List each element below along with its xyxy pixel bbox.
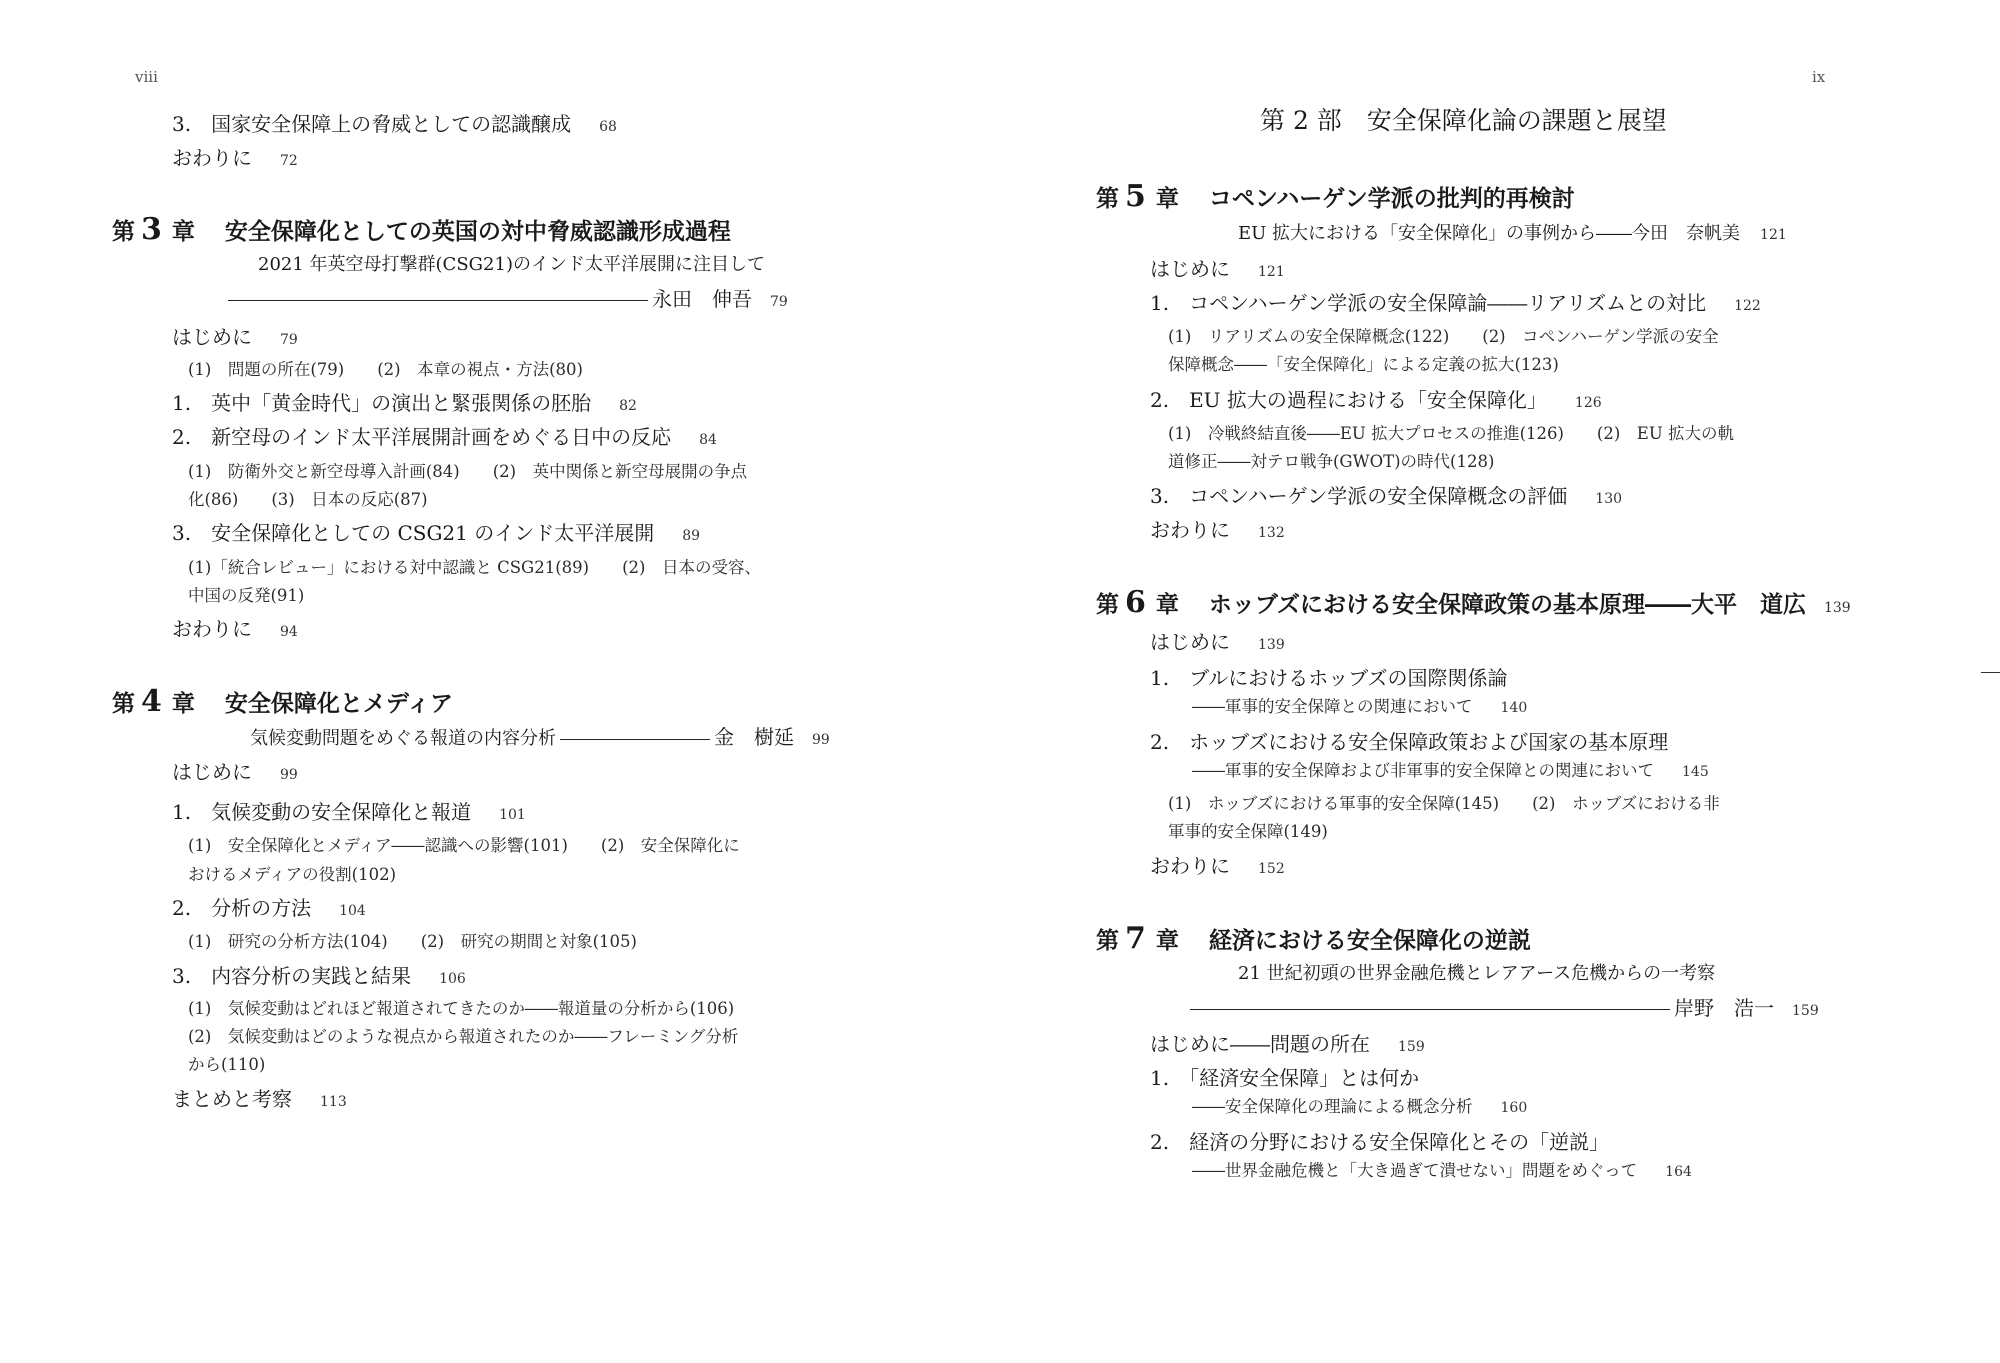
toc-entry: 2. 経済の分野における安全保障化とその「逆説」 [1150,1130,1610,1154]
chapter-subtitle: 気候変動問題をめぐる報道の内容分析 金 樹延 99 [250,725,830,749]
page-edge-mark [1981,672,2000,673]
toc-subentry: 中国の反発(91) [188,586,305,605]
toc-subentry: 軍事的安全保障(149) [1168,822,1328,841]
toc-entry: おわりに 94 [172,617,298,641]
toc-entry: 3. 安全保障化としての CSG21 のインド太平洋展開 89 [172,521,701,545]
toc-subentry: (1) 冷戦終結直後――EU 拡大プロセスの推進(126) (2) EU 拡大の軌 [1168,424,1735,443]
toc-entry: 2. EU 拡大の過程における「安全保障化」 126 [1150,388,1602,412]
toc-entry: おわりに 132 [1150,518,1285,542]
toc-subentry: ――世界金融危機と「大き過ぎて潰せない」問題をめぐって 164 [1192,1161,1692,1180]
chapter-heading: 第 6 章 ホッブズにおける安全保障政策の基本原理――大平 道広 139 [1096,585,1851,620]
chapter-heading: 第 5 章 コペンハーゲン学派の批判的再検討 [1096,179,1575,214]
toc-entry: 2. 新空母のインド太平洋展開計画をめぐる日中の反応 84 [172,425,717,449]
chapter-heading: 第 4 章 安全保障化とメディア [112,684,454,719]
chapter-heading: 第 7 章 経済における安全保障化の逆説 [1096,921,1531,956]
chapter-subtitle: 2021 年英空母打撃群(CSG21)のインド太平洋展開に注目して [258,254,765,275]
toc-subentry: ――軍事的安全保障および非軍事的安全保障との関連において 145 [1192,761,1709,780]
toc-subentry: (2) 気候変動はどのような視点から報道されたのか――フレーミング分析 [188,1027,739,1046]
toc-subentry: (1) 安全保障化とメディア――認識への影響(101) (2) 安全保障化に [188,836,740,855]
toc-subentry: (1)「統合レビュー」における対中認識と CSG21(89) (2) 日本の受容、 [188,558,761,577]
page-number: ix [1812,68,1826,86]
chapter-subtitle: EU 拡大における「安全保障化」の事例から――今田 奈帆美 121 [1238,223,1787,244]
chapter-subtitle: 21 世紀初頭の世界金融危機とレアアース危機からの一考察 [1238,963,1716,984]
toc-entry: 2. ホッブズにおける安全保障政策および国家の基本原理 [1150,730,1669,754]
toc-subentry: ――軍事的安全保障との関連において 140 [1192,697,1528,716]
toc-entry: 2. 分析の方法 104 [172,896,366,920]
toc-entry: はじめに――問題の所在 159 [1150,1032,1425,1056]
toc-subentry: (1) 研究の分析方法(104) (2) 研究の期間と対象(105) [188,932,637,951]
toc-entry: まとめと考察 113 [172,1087,347,1111]
toc-entry: はじめに 79 [172,325,298,349]
page-number: viii [135,68,158,86]
toc-entry: 1. 気候変動の安全保障化と報道 101 [172,800,526,824]
toc-subentry: おけるメディアの役割(102) [188,865,397,884]
toc-entry: おわりに 72 [172,146,298,170]
toc-entry: 1. ブルにおけるホッブズの国際関係論 [1150,666,1508,690]
toc-subentry: ――安全保障化の理論による概念分析 160 [1192,1097,1528,1116]
chapter-author: 岸野 浩一 159 [1190,994,1819,1025]
toc-subentry: (1) 問題の所在(79) (2) 本章の視点・方法(80) [188,360,583,379]
toc-subentry: 保障概念――「安全保障化」による定義の拡大(123) [1168,355,1559,374]
toc-subentry: (1) リアリズムの安全保障概念(122) (2) コペンハーゲン学派の安全 [1168,327,1719,346]
toc-subentry: 道修正――対テロ戦争(GWOT)の時代(128) [1168,452,1495,471]
toc-subentry: から(110) [188,1055,266,1074]
toc-entry: 1. 「経済安全保障」とは何か [1150,1066,1420,1090]
toc-subentry: (1) 気候変動はどれほど報道されてきたのか――報道量の分析から(106) [188,999,735,1018]
toc-entry: 3. 国家安全保障上の脅威としての認識醸成 68 [172,112,617,136]
toc-entry: 3. 内容分析の実践と結果 106 [172,964,466,988]
chapter-heading: 第 3 章 安全保障化としての英国の対中脅威認識形成過程 [112,212,731,247]
chapter-author: 永田 伸吾 79 [228,285,788,316]
toc-entry: 1. 英中「黄金時代」の演出と緊張関係の胚胎 82 [172,391,637,415]
toc-entry: はじめに 139 [1150,630,1285,654]
part-title: 第 2 部 安全保障化論の課題と展望 [1260,106,1667,135]
toc-entry: はじめに 99 [172,760,298,784]
toc-subentry: 化(86) (3) 日本の反応(87) [188,490,428,509]
toc-entry: 3. コペンハーゲン学派の安全保障概念の評価 130 [1150,484,1623,508]
toc-subentry: (1) ホッブズにおける軍事的安全保障(145) (2) ホッブズにおける非 [1168,794,1720,813]
toc-entry: 1. コペンハーゲン学派の安全保障論――リアリズムとの対比 122 [1150,291,1761,315]
toc-entry: はじめに 121 [1150,257,1285,281]
right-page [1000,0,2000,1363]
toc-entry: おわりに 152 [1150,854,1285,878]
toc-subentry: (1) 防衛外交と新空母導入計画(84) (2) 英中関係と新空母展開の争点 [188,462,748,481]
